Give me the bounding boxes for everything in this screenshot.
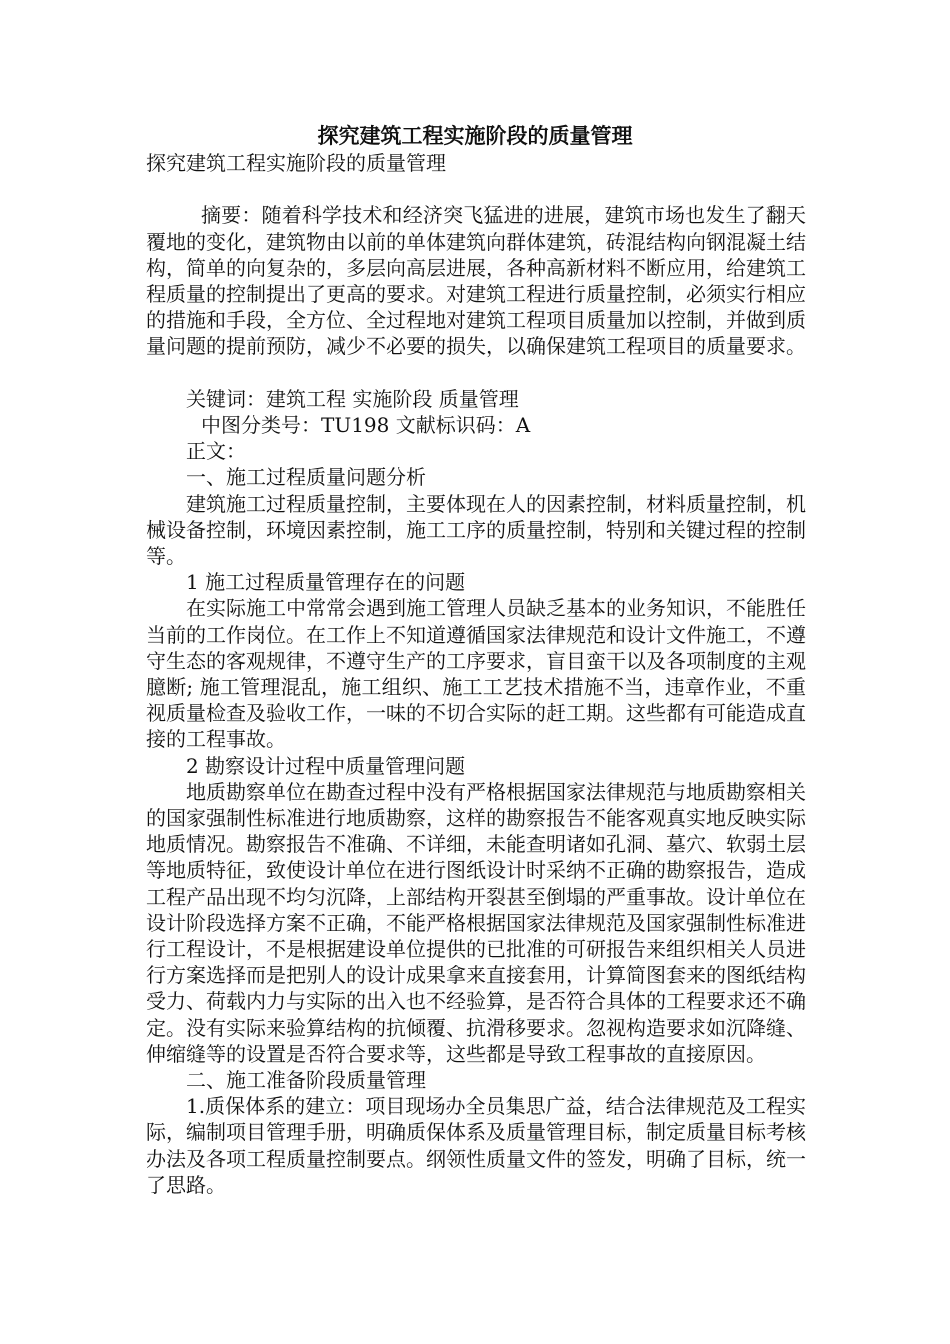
document-subtitle: 探究建筑工程实施阶段的质量管理 [146, 151, 446, 175]
subsection-heading: 1 施工过程质量管理存在的问题 [186, 570, 466, 595]
spacer [146, 176, 806, 202]
subsection-paragraph: 在实际施工中常常会遇到施工管理人员缺乏基本的业务知识，不能胜任当前的工作岗位。在工作上不知道遵循国家法律规范和设计文件施工，不遵守生态的客观规律，不遵守生产的工序要求，盲目蛮干以及各项制度的主观臆断; 施工管理混乱，施工组织、施工工艺技术措施不当，违章作业，不重视质量检查及验收工作，一味的不切合实际的赶工期。这些都有可能造成直接的工程事故。 [146, 596, 806, 752]
section-paragraph: 1.质保体系的建立：项目现场办全员集思广益，结合法律规范及工程实际，编制项目管理手册，明确质保体系及质量管理目标，制定质量目标考核办法及各项工程质量控制要点。纲领性质量文件的签发，明确了目标，统一了思路。 [146, 1094, 806, 1197]
document-body [146, 150, 806, 1198]
section-paragraph: 建筑施工过程质量控制，主要体现在人的因素控制，材料质量控制，机械设备控制，环境因素控制，施工工序的质量控制，特别和关键过程的控制等。 [146, 491, 806, 569]
classification-line: 中图分类号：TU198 文献标识码：A [201, 413, 531, 437]
spacer [146, 360, 806, 386]
section-heading: 二、施工准备阶段质量管理 [186, 1068, 426, 1093]
subsection-heading: 2 勘察设计过程中质量管理问题 [186, 753, 466, 778]
section-heading: 一、施工过程质量问题分析 [186, 465, 426, 490]
document-title: 探究建筑工程实施阶段的质量管理 [317, 123, 633, 148]
abstract-paragraph: 摘要：随着科学技术和经济突飞猛进的进展，建筑市场也发生了翻天覆地的变化，建筑物由以前的单体建筑向群体建筑，砖混结构向钢混凝土结构，简单的向复杂的，多层向高层进展，各种高新材料不断应用，给建筑工程质量的控制提出了更高的要求。对建筑工程进行质量控制，必须实行相应的措施和手段，全方位、全过程地对建筑工程项目质量加以控制，并做到质量问题的提前预防，减少不必要的损失，以确保建筑工程项目的质量要求。 [146, 203, 806, 359]
keywords-line: 关键词：建筑工程 实施阶段 质量管理 [186, 386, 519, 411]
subsection-paragraph: 地质勘察单位在勘查过程中没有严格根据国家法律规范与地质勘察相关的国家强制性标准进行地质勘察，这样的勘察报告不能客观真实地反映实际地质情况。勘察报告不准确、不详细，未能查明诸如孔洞、墓穴、软弱土层等地质特征，致使设计单位在进行图纸设计时采纳不正确的勘察报告，造成工程产品出现不均匀沉降，上部结构开裂甚至倒塌的严重事故。设计单位在设计阶段选择方案不正确，不能严格根据国家法律规范及国家强制性标准进行工程设计，不是根据建设单位提供的已批准的可研报告来组织相关人员进行方案选择而是把别人的设计成果拿来直接套用，计算简图套来的图纸结构受力、荷载内力与实际的出入也不经验算，是否符合具体的工程要求还不确定。没有实际来验算结构的抗倾覆、抗滑移要求。忽视构造要求如沉降缝、伸缩缝等的设置是否符合要求等，这些都是导致工程事故的直接原因。 [146, 779, 806, 1066]
body-label: 正文： [186, 439, 246, 464]
